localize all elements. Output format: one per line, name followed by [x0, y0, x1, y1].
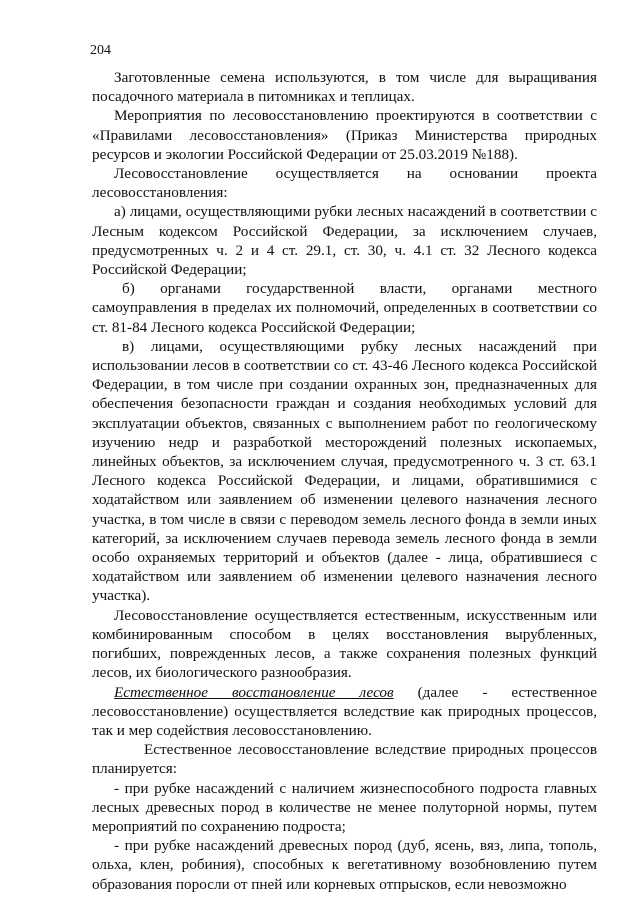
paragraph-basis: Лесовосстановление осуществляется на основании проекта лесовосстановления:: [92, 165, 597, 202]
list-item-c: в) лицами, осуществляющими рубку лесных насаждений при использовании лесов в соответствии со ст. 43-46 Лесного кодекса Российской Федерации, в том числе при создании охранных зон, предназначенных для обеспечения безопасности граждан и создания необходимых условий для эксплуатации объектов, связанных с выполнением работ по геологическому изучению недр и разработкой месторождений полезных ископаемых, линейных объектов, за исключением случая, предусмотренного ч. 3 ст. 63.1 Лесного кодекса Российской Федерации, и лицами, обратившимися с ходатайством или заявлением об изменении целевого назначения лесного участка, в том числе в связи с переводом земель лесного фонда в земли иных категорий, за исключением случаев перевода земель лесного фонда в земли особо охраняемых территорий и объектов (далее - лица, обратившиеся с ходатайством или заявлением об изменении целевого назначения лесного участка).: [92, 337, 597, 605]
list-item-b: б) органами государственной власти, органами местного самоуправления в пределах их полномочий, определенных в соответствии со ст. 81-84 Лесного кодекса Российской Федерации;: [92, 280, 597, 336]
list-item-coppice: - при рубке насаждений древесных пород (дуб, ясень, вяз, липа, тополь, ольха, клен, робиния), способных к вегетативному возобновлению путем образования поросли от пней или корневых отпрысков, если невозможно: [92, 837, 597, 893]
paragraph-natural-definition: [92, 683, 597, 741]
definition-text: (далее - естественное лесовосстановление) осуществляется вследствие как природных процессов, так и мер содействия лесовосстановлению.: [92, 683, 598, 739]
defined-term: Естественное восстановление лесов: [114, 683, 394, 701]
list-item-undergrowth: - при рубке насаждений с наличием жизнеспособного подроста главных лесных древесных пород в количестве не менее полуторной нормы, путем мероприятий по сохранению подроста;: [92, 779, 597, 835]
paragraph-planned: Естественное лесовосстановление вследствие природных процессов планируется:: [92, 741, 597, 778]
paragraph-rules: Мероприятия по лесовосстановлению проектируются в соответствии с «Правилами лесовосстановления» (Приказ Министерства природных ресурсов и экологии Российской Федерации от 25.03.2019 №188).: [92, 107, 597, 163]
body-text: [92, 68, 597, 894]
list-item-a: а) лицами, осуществляющими рубки лесных насаждений в соответствии с Лесным кодексом Российской Федерации, за исключением случаев, предусмотренных ч. 2 и 4 ст. 29.1, ст. 30, ч. 4.1 ст. 32 Лесного кодекса Российской Федерации;: [92, 203, 597, 279]
page-number: 204: [90, 43, 111, 58]
paragraph-seeds: Заготовленные семена используются, в том числе для выращивания посадочного материала в питомниках и теплицах.: [92, 69, 597, 106]
paragraph-methods: Лесовосстановление осуществляется естественным, искусственным или комбинированным способом в целях восстановления вырубленных, погибших, поврежденных лесов, а также сохранения полезных функций лесов, их биологического разнообразия.: [92, 606, 597, 682]
